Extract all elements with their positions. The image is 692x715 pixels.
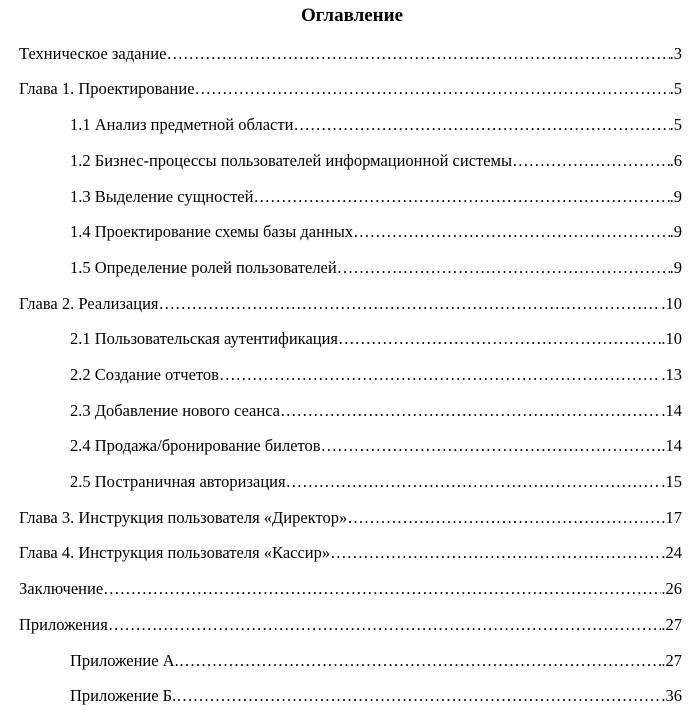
- toc-entry[interactable]: [19, 292, 682, 316]
- toc-page-number: .14: [661, 436, 682, 455]
- toc-entry[interactable]: [70, 185, 682, 209]
- page-title: Оглавление: [300, 5, 404, 26]
- toc-dot-leader: [512, 149, 670, 173]
- toc-page-number: .9: [669, 187, 682, 206]
- toc-page-number: .27: [661, 651, 682, 670]
- toc-entry-title: 1.4 Проектирование схемы базы данных: [70, 222, 354, 241]
- toc-entry[interactable]: [70, 399, 682, 423]
- toc-dot-leader: [103, 577, 661, 601]
- toc-entry-title: 2.3 Добавление нового сеанса: [70, 401, 281, 420]
- toc-entry[interactable]: [70, 220, 682, 244]
- toc-page-number: .26: [661, 579, 682, 598]
- toc-dot-leader: [159, 292, 662, 316]
- toc-entry[interactable]: [19, 541, 682, 565]
- toc-page-number: .3: [669, 44, 682, 63]
- toc-dot-leader: [219, 363, 661, 387]
- toc-dot-leader: [108, 613, 662, 637]
- toc-page-number: .10: [661, 294, 682, 313]
- toc-entry[interactable]: [70, 113, 682, 137]
- toc-page-number: .13: [661, 365, 682, 384]
- toc-page-number: .14: [661, 401, 682, 420]
- toc-dot-leader: [321, 434, 662, 458]
- toc-dot-leader: [253, 185, 669, 209]
- toc-entry-title: 2.2 Создание отчетов: [70, 365, 219, 384]
- toc-page-number: .10: [661, 329, 682, 348]
- toc-entry-title: Заключение: [19, 579, 104, 598]
- toc-dot-leader: [286, 470, 662, 494]
- toc-entry-title: 1.2 Бизнес-процессы пользователей информационной системы: [70, 151, 513, 170]
- toc-entry[interactable]: [70, 327, 682, 351]
- toc-entry-title: 1.1 Анализ предметной области: [70, 115, 294, 134]
- toc-entry-title: Приложения: [19, 615, 108, 634]
- toc-dot-leader: [338, 327, 661, 351]
- toc-dot-leader: [353, 220, 670, 244]
- toc-entry[interactable]: [19, 613, 682, 637]
- toc-dot-leader: [293, 113, 669, 137]
- toc-page-number: .9: [669, 258, 682, 277]
- toc-entry-title: Глава 2. Реализация: [19, 294, 159, 313]
- toc-entry[interactable]: [19, 42, 682, 66]
- toc-page-number: .6: [669, 151, 682, 170]
- toc-page-number: .9: [669, 222, 682, 241]
- toc-entry-title: 2.5 Постраничная авторизация: [70, 472, 286, 491]
- toc-entry-title: 1.5 Определение ролей пользователей: [70, 258, 337, 277]
- toc-entry-title: Глава 4. Инструкция пользователя «Кассир»: [19, 543, 331, 562]
- toc-dot-leader: [179, 649, 662, 673]
- toc-entry[interactable]: [19, 77, 682, 101]
- toc-page-number: .5: [669, 79, 682, 98]
- toc-entry[interactable]: [70, 149, 682, 173]
- toc-dot-leader: [280, 399, 661, 423]
- toc-entry-title: 1.3 Выделение сущностей: [70, 187, 254, 206]
- toc-entry[interactable]: [19, 577, 682, 601]
- toc-page-number: .17: [661, 508, 682, 527]
- toc-entry[interactable]: [70, 649, 682, 673]
- toc-dot-leader: [347, 506, 661, 530]
- toc-page-number: .24: [661, 543, 682, 562]
- toc-page-number: .36: [661, 686, 682, 705]
- toc-page-number: .5: [669, 115, 682, 134]
- toc-entry-title: 2.1 Пользовательская аутентификация: [70, 329, 339, 348]
- toc-dot-leader: [166, 42, 669, 66]
- toc-entry-title: Приложение Б.: [70, 686, 177, 705]
- toc-entry[interactable]: [70, 470, 682, 494]
- toc-entry[interactable]: [70, 363, 682, 387]
- toc-dot-leader: [195, 77, 670, 101]
- toc-dot-leader: [330, 541, 661, 565]
- toc-entry-title: Глава 1. Проектирование: [19, 79, 195, 98]
- toc-dot-leader: [176, 684, 661, 708]
- toc-entry[interactable]: [70, 684, 682, 708]
- toc-page-number: .15: [661, 472, 682, 491]
- toc-entry[interactable]: [70, 434, 682, 458]
- toc-entry-title: 2.4 Продажа/бронирование билетов: [70, 436, 321, 455]
- toc-entry-title: Техническое задание: [19, 44, 167, 63]
- toc-entry-title: Приложение А.: [70, 651, 179, 670]
- toc-dot-leader: [337, 256, 670, 280]
- toc-entry[interactable]: [19, 506, 682, 530]
- toc-page-number: .27: [661, 615, 682, 634]
- toc-entry-title: Глава 3. Инструкция пользователя «Директор»: [19, 508, 348, 527]
- toc-entry[interactable]: [70, 256, 682, 280]
